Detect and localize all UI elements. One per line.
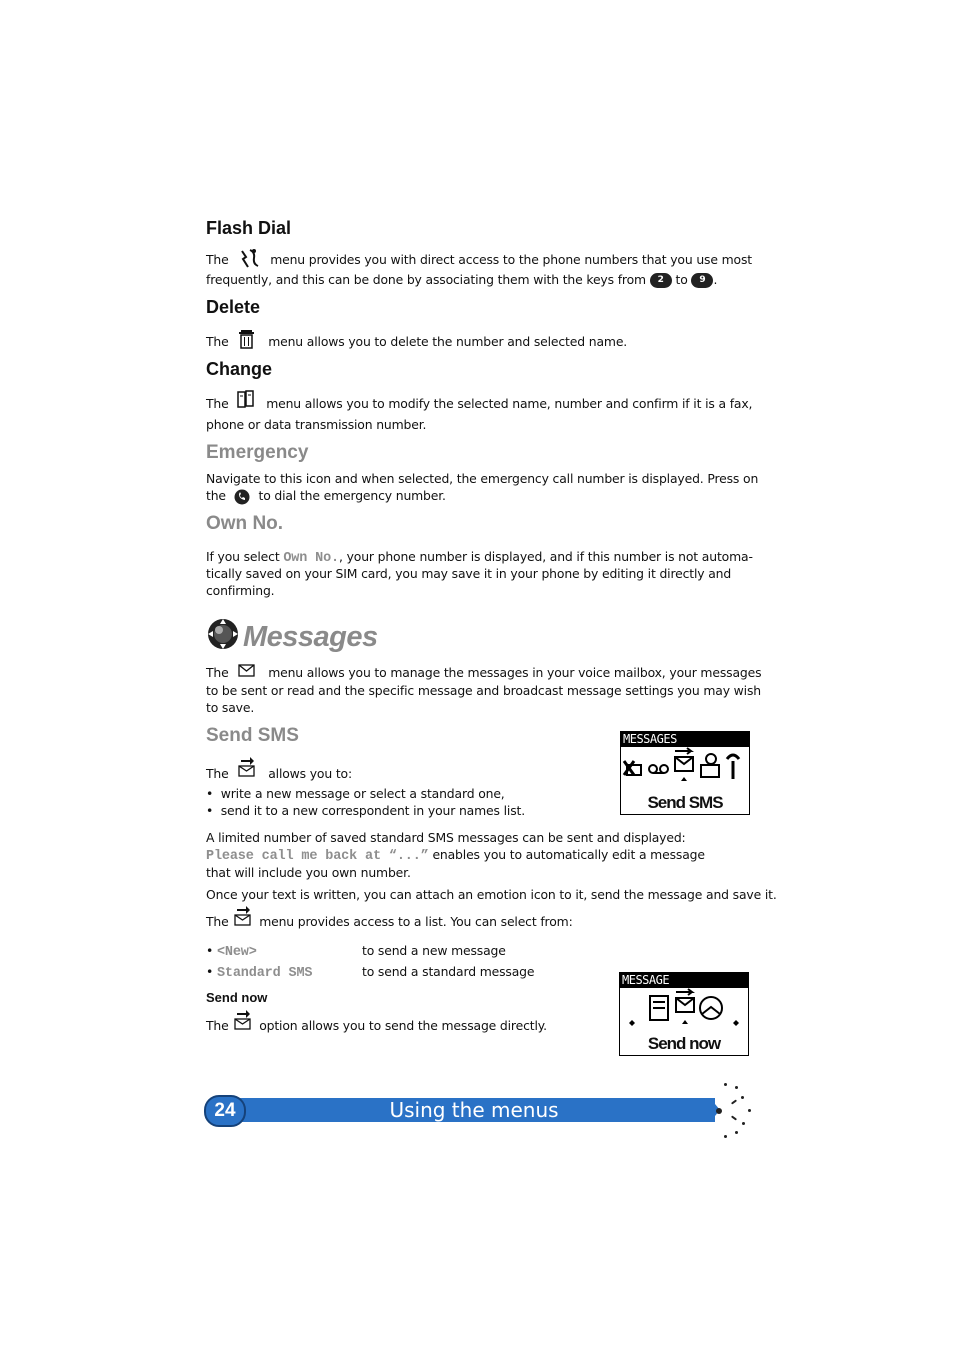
send-sms-heading: Send SMS [206, 725, 299, 746]
send-sms-icon [234, 905, 252, 927]
change-line1: The menu allows you to modify the selected name, number and confirm if it is a fax, [206, 395, 752, 412]
footer-banner [233, 1098, 715, 1122]
key-9-icon: 9 [691, 273, 713, 288]
call-key-icon [234, 489, 250, 505]
send-sms-line1: The allows you to: [206, 765, 352, 782]
send-menu-icons [620, 988, 748, 1033]
please-call-line2: that will include you own number. [206, 865, 411, 880]
delete-text: The menu allows you to delete the number and selected name. [206, 333, 627, 350]
own-no-line2: tically saved on your SIM card, you may save it in your phone by editing it directly and [206, 566, 732, 581]
change-line2: phone or data transmission number. [206, 417, 427, 432]
phone-screen-messages [620, 731, 750, 815]
option-new: • <New> [206, 943, 257, 960]
send-sms-icon [234, 1009, 252, 1031]
send-sms-bullet-2: • send it to a new correspondent in your names list. [206, 803, 525, 818]
messages-line1: The menu allows you to manage the messages in your voice mailbox, your messages [206, 664, 761, 681]
once-text: Once your text is written, you can attach an emotion icon to it, send the message and save it. [206, 887, 777, 902]
screen-title: MESSAGE [620, 973, 748, 988]
send-sms-icon [238, 756, 256, 778]
messages-line3: to save. [206, 700, 255, 715]
page-number: 24 [204, 1095, 246, 1127]
own-no-code: Own No. [283, 551, 339, 566]
emergency-line1: Navigate to this icon and when selected, the emergency call number is displayed. Press on [206, 471, 759, 486]
own-no-line3: confirming. [206, 583, 275, 598]
flash-dial-icon [236, 247, 262, 267]
screen-label: Send now [647, 1034, 721, 1053]
please-call-line: Please call me back at “...” enables you to automatically edit a message [206, 847, 705, 864]
list-text: The menu provides access to a list. You can select from: [206, 913, 573, 930]
edit-contact-icon [236, 390, 256, 410]
key-2-icon: 2 [650, 273, 672, 288]
delete-heading: Delete [206, 297, 261, 317]
envelope-icon [238, 662, 256, 678]
screen-title: MESSAGES [621, 732, 749, 747]
message-menu-icons [621, 747, 749, 792]
flash-dial-heading: Flash Dial [206, 218, 292, 238]
option-new-desc: to send a new message [362, 943, 506, 958]
flash-dial-line2: frequently, and this can be done by associating them with the keys from 2 to 9 . [206, 272, 718, 287]
flash-dial-line1: The menu provides you with direct access to the phone numbers that you use most [206, 251, 752, 268]
change-heading: Change [206, 359, 273, 379]
screen-label: Send SMS [647, 793, 723, 812]
emergency-heading: Emergency [206, 442, 309, 463]
phone-screen-message [619, 972, 749, 1056]
option-standard: • Standard SMS [206, 964, 313, 981]
footer-section-title: Using the menus [389, 1098, 559, 1122]
send-sms-bullet-1: • write a new message or select a standard one, [206, 786, 505, 801]
send-now-text: The option allows you to send the message directly. [206, 1017, 547, 1034]
messages-line2: to be sent or read and the specific message and broadcast message settings you may wish [206, 683, 761, 698]
trash-icon [238, 328, 256, 348]
messages-menu-icon [206, 617, 240, 651]
send-now-heading: Send now [206, 990, 268, 1005]
own-no-heading: Own No. [206, 513, 284, 534]
emergency-line2: the to dial the emergency number. [206, 488, 446, 503]
please-call-code: Please call me back at “...” [206, 849, 429, 864]
messages-title: Messages [243, 621, 378, 653]
own-no-line1: If you select Own No., your phone number is displayed, and if this number is not automa- [206, 549, 753, 566]
limited-text: A limited number of saved standard SMS messages can be sent and displayed: [206, 830, 686, 845]
option-standard-desc: to send a standard message [362, 964, 535, 979]
